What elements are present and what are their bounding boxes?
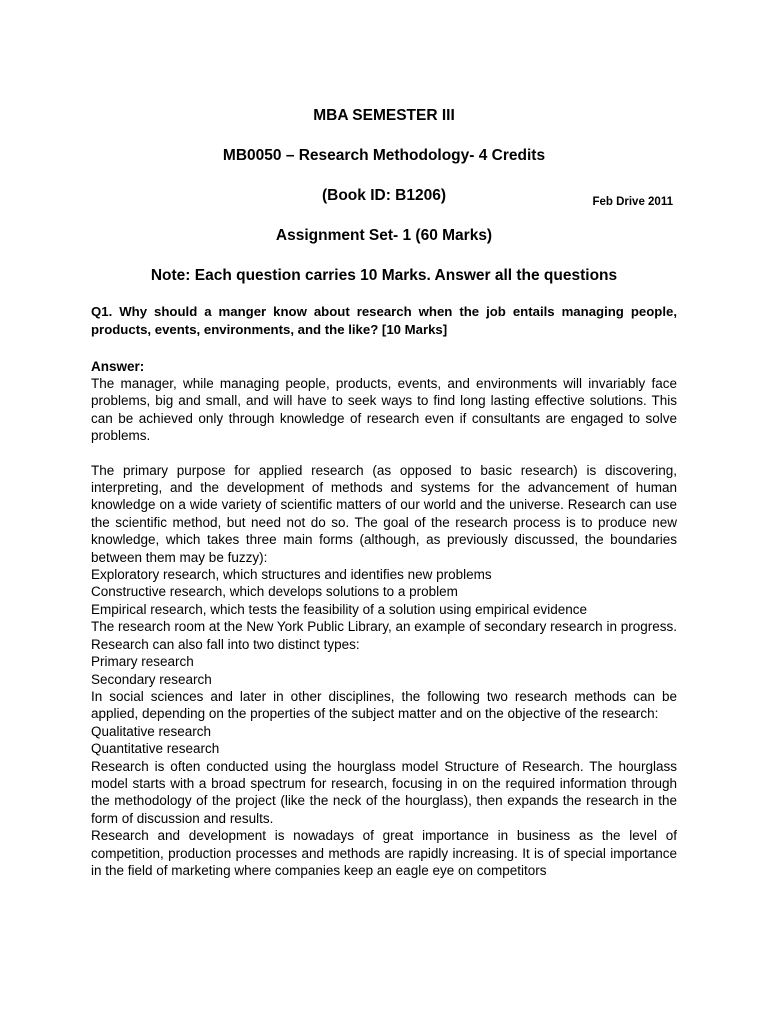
answer-paragraph-4: In social sciences and later in other disciplines, the following two research methods can be applied, depending on the properties of the subject matter and on the objective of the research: — [91, 688, 677, 722]
question-1: Q1. Why should a manger know about research when the job entails managing people, products, events, environments, and the like? [10 Marks] — [91, 304, 677, 337]
document-page — [0, 106, 768, 1024]
list-item-quantitative: Quantitative research — [91, 741, 220, 757]
answer-paragraph-5: Research is often conducted using the hourglass model Structure of Research. The hourglass model starts with a broad spectrum for research, focusing in on the required information through the methodology of the project (like the neck of the hourglass), then expands the research in the form of discussion and results. — [91, 758, 677, 826]
list-item-secondary: Secondary research — [91, 671, 212, 687]
list-item-qualitative: Qualitative research — [91, 723, 212, 739]
assignment-title: Assignment Set- 1 (60 Marks) — [275, 227, 493, 244]
list-item-constructive: Constructive research, which develops solutions to a problem — [91, 584, 458, 600]
book-id: (Book ID: B1206) — [321, 187, 447, 204]
note-heading: Note: Each question carries 10 Marks. Answer all the questions — [150, 267, 618, 284]
answer-paragraph-1: The manager, while managing people, products, events, and environments will invariably face problems, big and small, and will have to seek ways to find long lasting effective solutions. This can be achieved only through knowledge of research even if consultants are engaged to solve problems. — [91, 376, 677, 444]
answer-paragraph-3: The research room at the New York Public Library, an example of secondary research in progress. Research can also fall into two distinct types: — [91, 619, 677, 652]
answer-paragraph-2: The primary purpose for applied research (as opposed to basic research) is discovering, interpreting, and the development of methods and systems for the advancement of human knowledge on a wide variety of scientific matters of our world and the universe. Research can use the scientific method, but need not do so. The goal of the research process is to produce new knowledge, which takes three main forms (although, as previously discussed, the boundaries between them may be fuzzy): — [91, 462, 677, 565]
list-item-exploratory: Exploratory research, which structures and identifies new problems — [91, 567, 492, 583]
answer-paragraph-6: Research and development is nowadays of great importance in business as the level of competition, production processes and methods are rapidly increasing. It is of special importance in the field of marketing where companies keep an eagle eye on competitors — [91, 828, 677, 878]
course-title: MB0050 – Research Methodology- 4 Credits — [222, 147, 546, 164]
drive-date: Feb Drive 2011 — [592, 196, 673, 208]
list-item-primary: Primary research — [91, 654, 194, 670]
list-item-empirical: Empirical research, which tests the feasibility of a solution using empirical evidence — [91, 601, 587, 617]
semester-title: MBA SEMESTER III — [313, 107, 455, 124]
answer-label: Answer: — [91, 359, 145, 374]
